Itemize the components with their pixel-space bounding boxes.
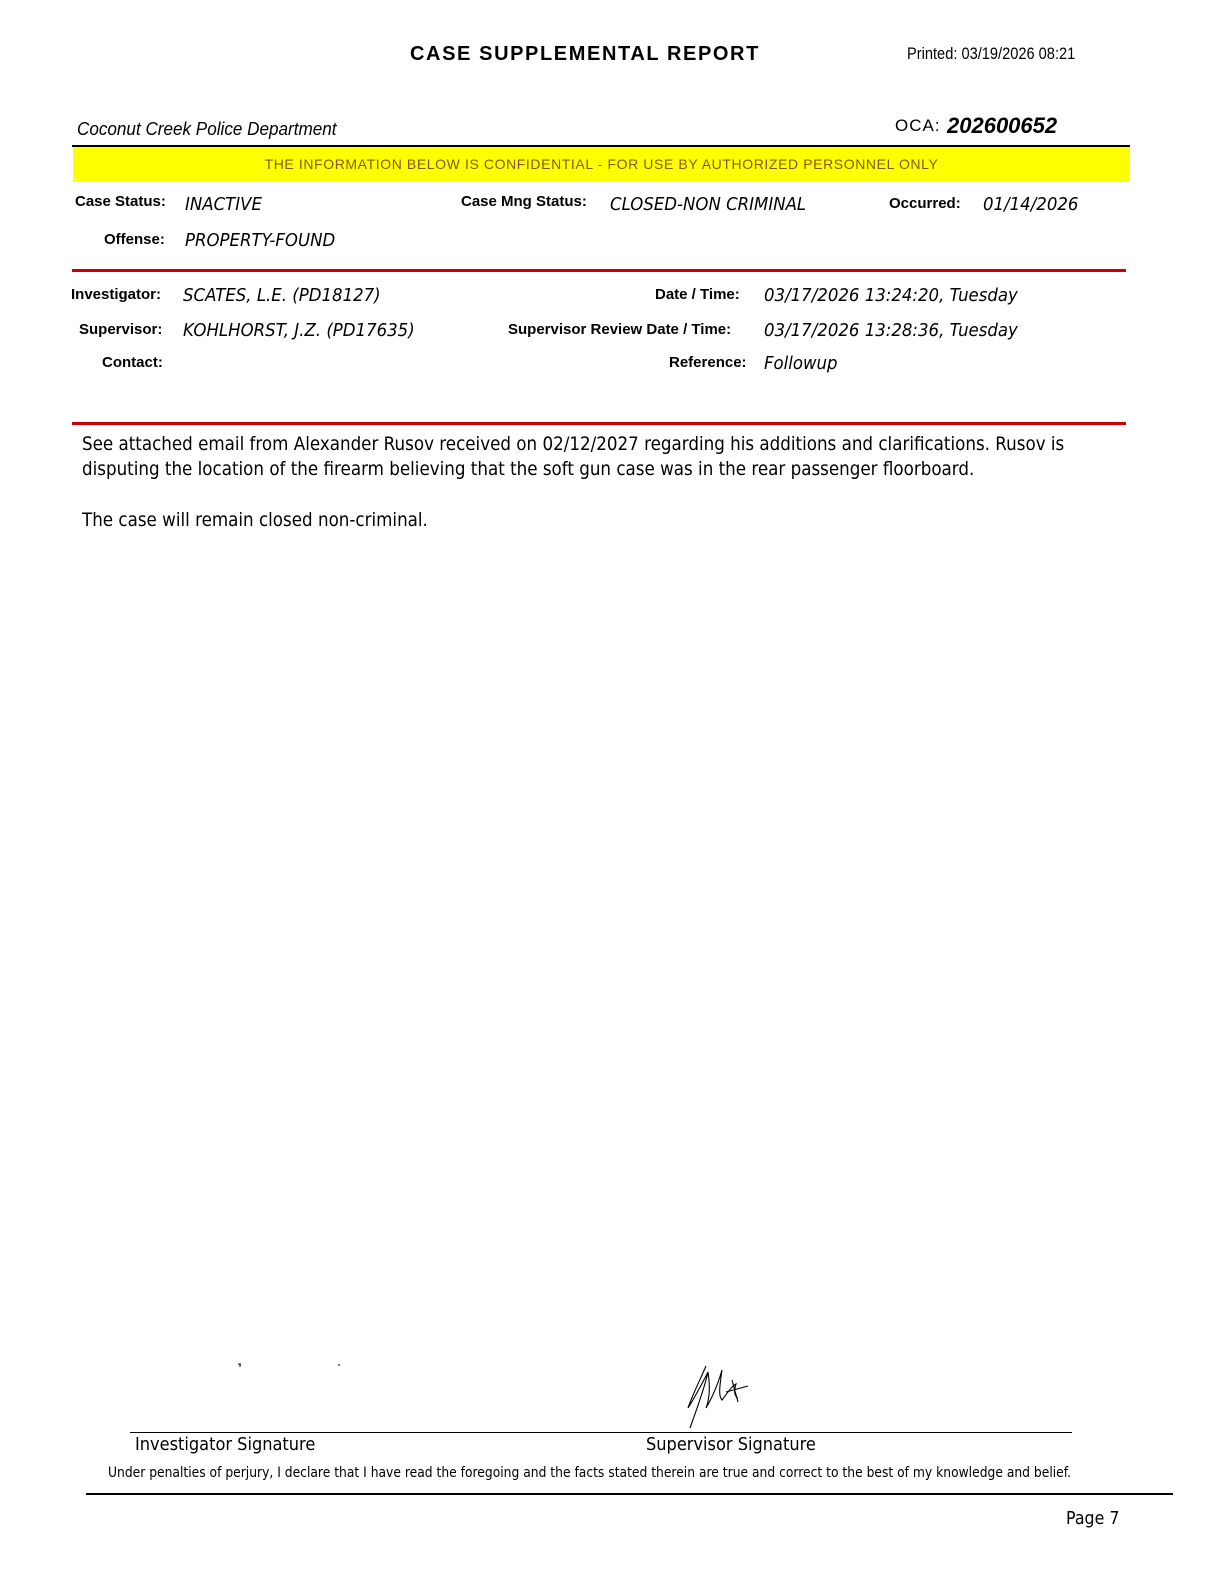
case-mng-status-label: Case Mng Status: [461,193,587,210]
contact-label: Contact: [102,354,163,371]
datetime-value: 03/17/2026 13:24:20, Tuesday [764,285,1018,306]
oca-number: 202600652 [947,113,1058,138]
offense-label: Offense: [104,231,165,248]
signature-line [130,1432,1072,1433]
oca-label: OCA: [895,116,941,135]
investigator-signature-label: Investigator Signature [135,1434,316,1455]
case-mng-status-value: CLOSED-NON CRIMINAL [610,194,807,215]
investigator-value: SCATES, L.E. (PD18127) [183,285,381,306]
reference-label: Reference: [669,354,747,371]
perjury-statement: Under penalties of perjury, I declare that I have read the foregoing and the facts stated therein are true and correct to the best of my knowledge and belief. [108,1465,1072,1481]
case-status-value: INACTIVE [185,194,262,215]
supervisor-signature-mark [680,1362,760,1430]
narrative-line-1: See attached email from Alexander Rusov received on 02/12/2027 regarding his additions and clarifications. Rusov is [82,433,1065,455]
footer-divider [86,1493,1173,1495]
printed-timestamp: Printed: 03/19/2026 08:21 [907,44,1076,63]
report-title: CASE SUPPLEMENTAL REPORT [410,43,760,65]
confidential-banner-text: THE INFORMATION BELOW IS CONFIDENTIAL - FOR USE BY AUTHORIZED PERSONNEL ONLY [264,156,939,172]
investigator-signature-mark [230,1360,350,1372]
page-number: Page 7 [1066,1508,1120,1529]
investigator-label: Investigator: [71,286,162,303]
narrative-line-3: The case will remain closed non-criminal. [82,509,428,531]
narrative-divider-red [72,422,1126,425]
datetime-label: Date / Time: [655,286,740,303]
confidential-banner [73,147,1130,182]
supervisor-value: KOHLHORST, J.Z. (PD17635) [183,320,415,341]
supervisor-signature-label: Supervisor Signature [646,1434,816,1455]
reference-value: Followup [764,353,838,374]
narrative-line-2: disputing the location of the firearm believing that the soft gun case was in the rear passenger floorboard. [82,458,975,480]
department-name: Coconut Creek Police Department [77,119,337,139]
supervisor-label: Supervisor: [79,321,163,338]
case-status-label: Case Status: [75,193,166,210]
occurred-label: Occurred: [889,195,961,212]
occurred-value: 01/14/2026 [983,194,1079,215]
section-divider-red [72,269,1126,272]
offense-value: PROPERTY-FOUND [185,230,336,251]
supervisor-review-value: 03/17/2026 13:28:36, Tuesday [764,320,1018,341]
supervisor-review-label: Supervisor Review Date / Time: [508,321,732,338]
